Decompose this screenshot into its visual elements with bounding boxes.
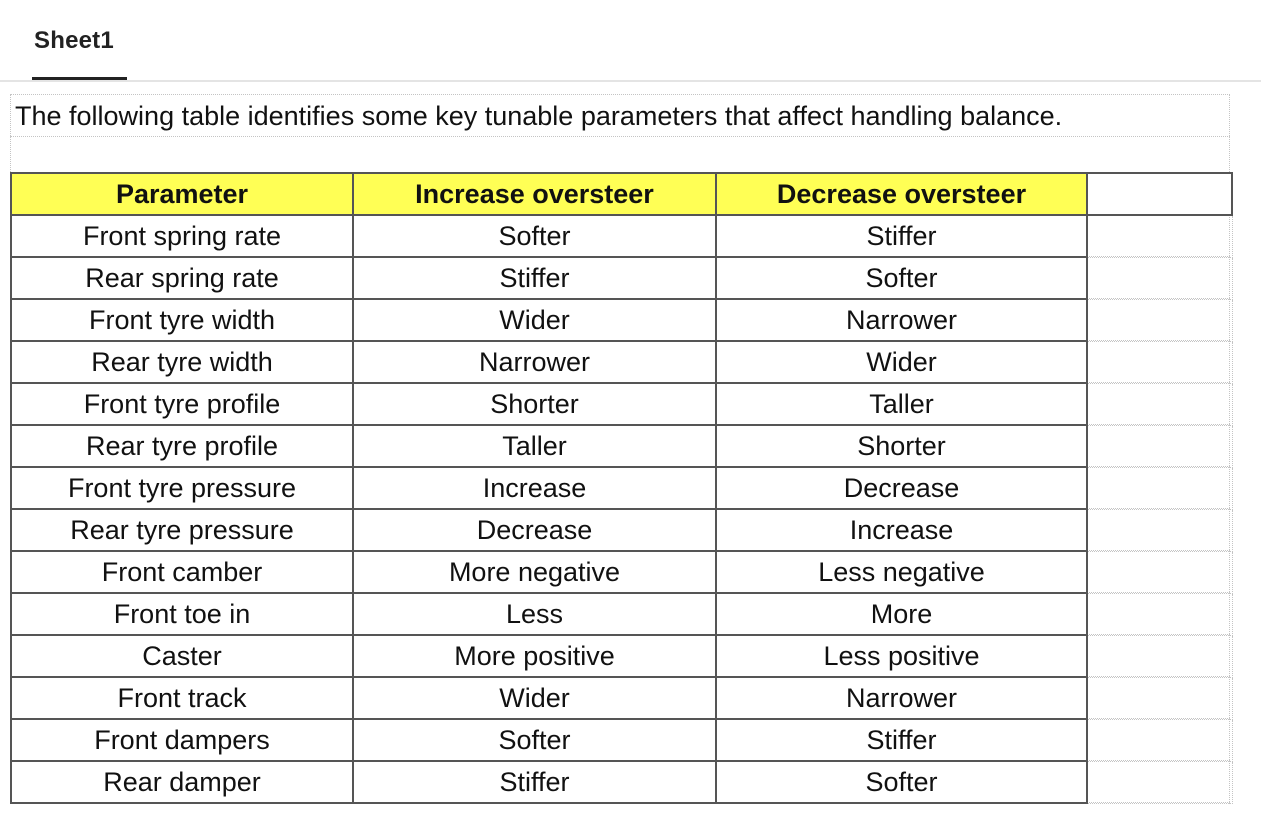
grid-line: [10, 94, 1230, 95]
table-row: [11, 719, 1232, 761]
parameter-cell[interactable]: Rear tyre pressure: [11, 509, 353, 551]
empty-cell[interactable]: [1087, 509, 1232, 551]
table-header-row: [11, 173, 1232, 215]
table-row: [11, 467, 1232, 509]
table-row: [11, 677, 1232, 719]
parameter-cell[interactable]: Front track: [11, 677, 353, 719]
parameter-cell[interactable]: Front tyre profile: [11, 383, 353, 425]
empty-cell[interactable]: [1087, 215, 1232, 257]
decrease-oversteer-cell[interactable]: Less negative: [716, 551, 1087, 593]
increase-oversteer-cell[interactable]: Softer: [353, 215, 716, 257]
parameter-cell[interactable]: Front tyre width: [11, 299, 353, 341]
decrease-oversteer-cell[interactable]: Shorter: [716, 425, 1087, 467]
parameter-cell[interactable]: Front tyre pressure: [11, 467, 353, 509]
empty-cell[interactable]: [1087, 761, 1232, 803]
decrease-oversteer-cell[interactable]: Wider: [716, 341, 1087, 383]
decrease-oversteer-cell[interactable]: Narrower: [716, 677, 1087, 719]
increase-oversteer-cell[interactable]: Stiffer: [353, 761, 716, 803]
sheet-tab-sheet1[interactable]: [32, 0, 127, 80]
increase-oversteer-cell[interactable]: Narrower: [353, 341, 716, 383]
decrease-oversteer-cell[interactable]: Taller: [716, 383, 1087, 425]
empty-cell[interactable]: [1087, 551, 1232, 593]
empty-cell[interactable]: [1087, 593, 1232, 635]
decrease-oversteer-cell[interactable]: Increase: [716, 509, 1087, 551]
empty-cell[interactable]: [1087, 677, 1232, 719]
table-row: [11, 593, 1232, 635]
table-row: [11, 551, 1232, 593]
table-row: [11, 299, 1232, 341]
decrease-oversteer-cell[interactable]: Stiffer: [716, 215, 1087, 257]
increase-oversteer-cell[interactable]: More negative: [353, 551, 716, 593]
grid-line: [10, 136, 1230, 137]
table-row: [11, 383, 1232, 425]
increase-oversteer-cell[interactable]: Decrease: [353, 509, 716, 551]
empty-cell[interactable]: [1087, 635, 1232, 677]
empty-cell[interactable]: [1087, 299, 1232, 341]
table-row: [11, 635, 1232, 677]
empty-cell[interactable]: [1087, 257, 1232, 299]
sheet-tab-bar: [0, 0, 1261, 82]
table-row: [11, 341, 1232, 383]
increase-oversteer-cell[interactable]: Less: [353, 593, 716, 635]
table-row: [11, 215, 1232, 257]
increase-oversteer-cell[interactable]: Increase: [353, 467, 716, 509]
empty-cell[interactable]: [1087, 425, 1232, 467]
table-row: [11, 257, 1232, 299]
increase-oversteer-cell[interactable]: Softer: [353, 719, 716, 761]
table-row: [11, 509, 1232, 551]
header-increase-oversteer[interactable]: Increase oversteer: [353, 173, 716, 215]
parameter-cell[interactable]: Rear tyre profile: [11, 425, 353, 467]
parameter-cell[interactable]: Rear tyre width: [11, 341, 353, 383]
decrease-oversteer-cell[interactable]: Decrease: [716, 467, 1087, 509]
table-row: [11, 761, 1232, 803]
decrease-oversteer-cell[interactable]: Softer: [716, 761, 1087, 803]
empty-cell[interactable]: [1087, 341, 1232, 383]
parameter-cell[interactable]: Rear spring rate: [11, 257, 353, 299]
empty-cell[interactable]: [1087, 467, 1232, 509]
increase-oversteer-cell[interactable]: Shorter: [353, 383, 716, 425]
header-empty-cell[interactable]: [1087, 173, 1232, 215]
decrease-oversteer-cell[interactable]: Softer: [716, 257, 1087, 299]
parameter-cell[interactable]: Caster: [11, 635, 353, 677]
parameter-cell[interactable]: Front camber: [11, 551, 353, 593]
parameter-cell[interactable]: Front toe in: [11, 593, 353, 635]
parameter-cell[interactable]: Rear damper: [11, 761, 353, 803]
increase-oversteer-cell[interactable]: More positive: [353, 635, 716, 677]
increase-oversteer-cell[interactable]: Taller: [353, 425, 716, 467]
increase-oversteer-cell[interactable]: Wider: [353, 299, 716, 341]
table-row: [11, 425, 1232, 467]
decrease-oversteer-cell[interactable]: More: [716, 593, 1087, 635]
sheet-tab-label: Sheet1: [34, 27, 114, 54]
increase-oversteer-cell[interactable]: Stiffer: [353, 257, 716, 299]
empty-cell[interactable]: [1087, 719, 1232, 761]
decrease-oversteer-cell[interactable]: Less positive: [716, 635, 1087, 677]
intro-text-cell[interactable]: The following table identifies some key tunable parameters that affect handling balance.: [15, 101, 1063, 131]
increase-oversteer-cell[interactable]: Wider: [353, 677, 716, 719]
parameter-cell[interactable]: Front dampers: [11, 719, 353, 761]
decrease-oversteer-cell[interactable]: Stiffer: [716, 719, 1087, 761]
header-decrease-oversteer[interactable]: Decrease oversteer: [716, 173, 1087, 215]
tuning-parameters-table: [10, 172, 1233, 804]
empty-cell[interactable]: [1087, 383, 1232, 425]
header-parameter[interactable]: Parameter: [11, 173, 353, 215]
parameter-cell[interactable]: Front spring rate: [11, 215, 353, 257]
decrease-oversteer-cell[interactable]: Narrower: [716, 299, 1087, 341]
